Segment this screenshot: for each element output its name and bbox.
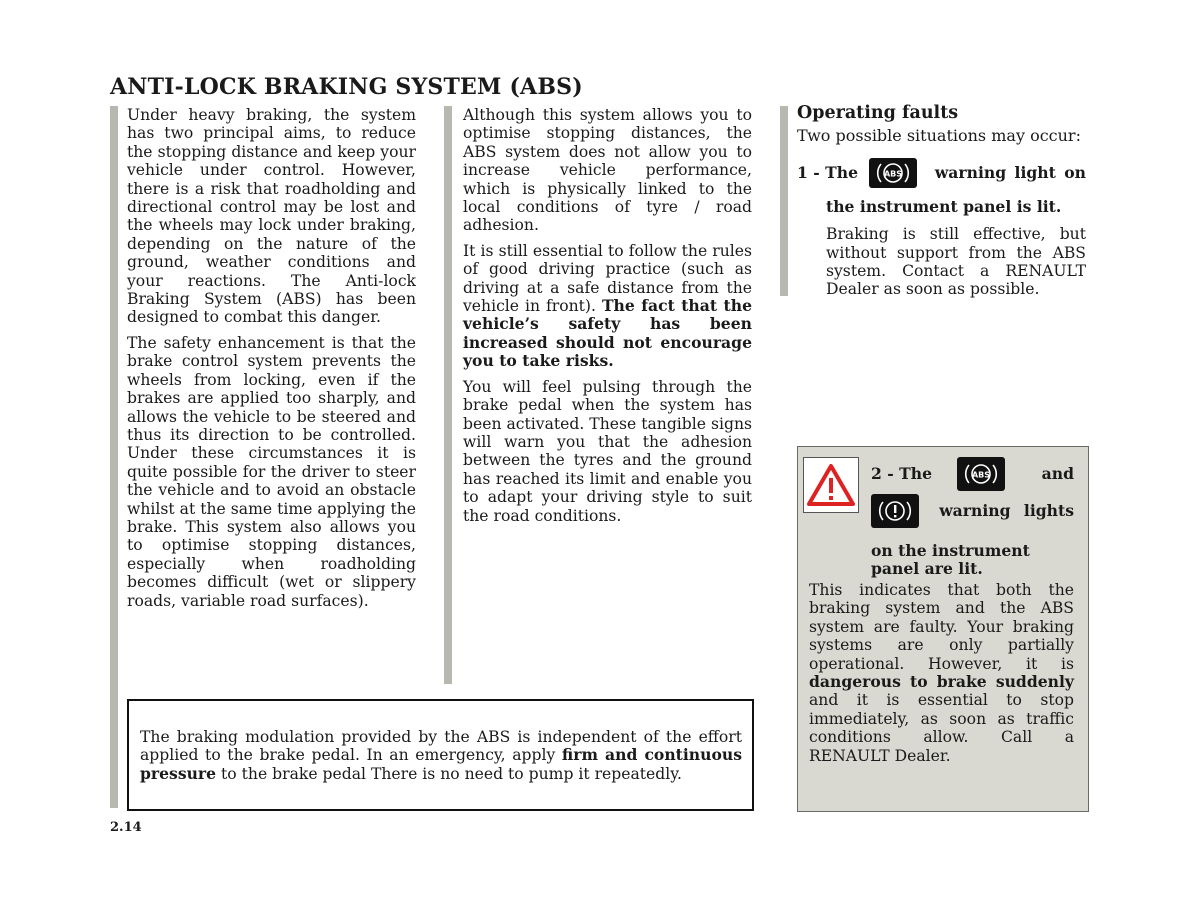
note-box [127,699,754,811]
page-title: ANTI-LOCK BRAKING SYSTEM (ABS) [110,74,583,100]
fault-1-body: Braking is still effective, but without support from the ABS system. Contact a RENAULT Dealer as soon as possible. [826,225,1086,299]
column-left [127,106,416,617]
warning-box [797,446,1089,812]
paragraph: You will feel pulsing through the brake pedal when the system has been activated. These tangible signs will warn you that the adhesion between the tyres and the ground has reached its limit and enable you to adapt your driving style to suit the road conditions. [463,377,752,525]
svg-text:ABS: ABS [883,169,903,179]
column-middle [463,106,752,532]
fault-1-line: 1 - The ABS warning light on [797,158,1086,188]
page-number: 2.14 [110,820,142,835]
abs-warning-icon [869,158,917,188]
danger-frame [803,457,859,513]
brake-warning-icon [871,494,919,528]
abs-warning-icon [957,457,1005,491]
intro-text: Two possible situations may occur: [797,126,1081,146]
paragraph: The safety enhancement is that the brake control system prevents the wheels from locking, even if the brakes are applied too sharply, and allows the vehicle to be steered and thus its direction to be controlled. Under these circumstances it is quite possible for the driver to steer the vehicle and to avoid an obstacle whilst at the same time applying the brake. This system also allows you to optimise stopping distances, especially when roadholding becomes difficult (wet or slippery roads, variable road surfaces). [127,333,416,610]
fault-2-line-2: warning lights [871,494,1074,528]
section-heading: Operating faults [797,103,959,123]
warning-body: This indicates that both the braking system and the ABS system are faulty. Your braking systems are only partially operational. However, it is dangerous to brake suddenly and it is essential to stop immediately, as soon as traffic conditions allow. Call a RENAULT Dealer. [809,581,1074,765]
paragraph: Under heavy braking, the system has two principal aims, to reduce the stopping distance and keep your vehicle under control. However, there is a risk that roadholding and directional control may be lost and the wheels may lock under braking, depending on the nature of the ground, weather conditions and your reactions. The Anti-lock Braking System (ABS) has been designed to combat this danger. [127,106,416,327]
danger-triangle-icon [807,463,855,507]
fault-2-block [871,457,1074,579]
fault-2-line-3: on the instrument panel are lit. [871,541,1030,579]
column-bar-middle [444,106,452,684]
fault-2-line-1: 2 - The ABS and [871,457,1074,491]
column-bar-left [110,106,118,808]
fault-1-line-2: the instrument panel is lit. [826,196,1062,216]
note-text: The braking modulation provided by the ABS is independent of the effort applied to the brake pedal. In an emergency, apply firm and continuous pressure to the brake pedal There is no need to pump it repeatedly. [140,728,742,783]
svg-text:ABS: ABS [971,470,991,480]
column-bar-right [780,106,788,296]
paragraph: It is still essential to follow the rules of good driving practice (such as driving at a safe distance from the vehicle in front). The fact that the vehicle’s safety has been increased should not encourage you to take risks. [463,241,752,371]
paragraph: Although this system allows you to optimise stopping distances, the ABS system does not allow you to increase vehicle performance, which is physically linked to the local conditions of tyre / road adhesion. [463,106,752,235]
column-right [797,104,1086,299]
